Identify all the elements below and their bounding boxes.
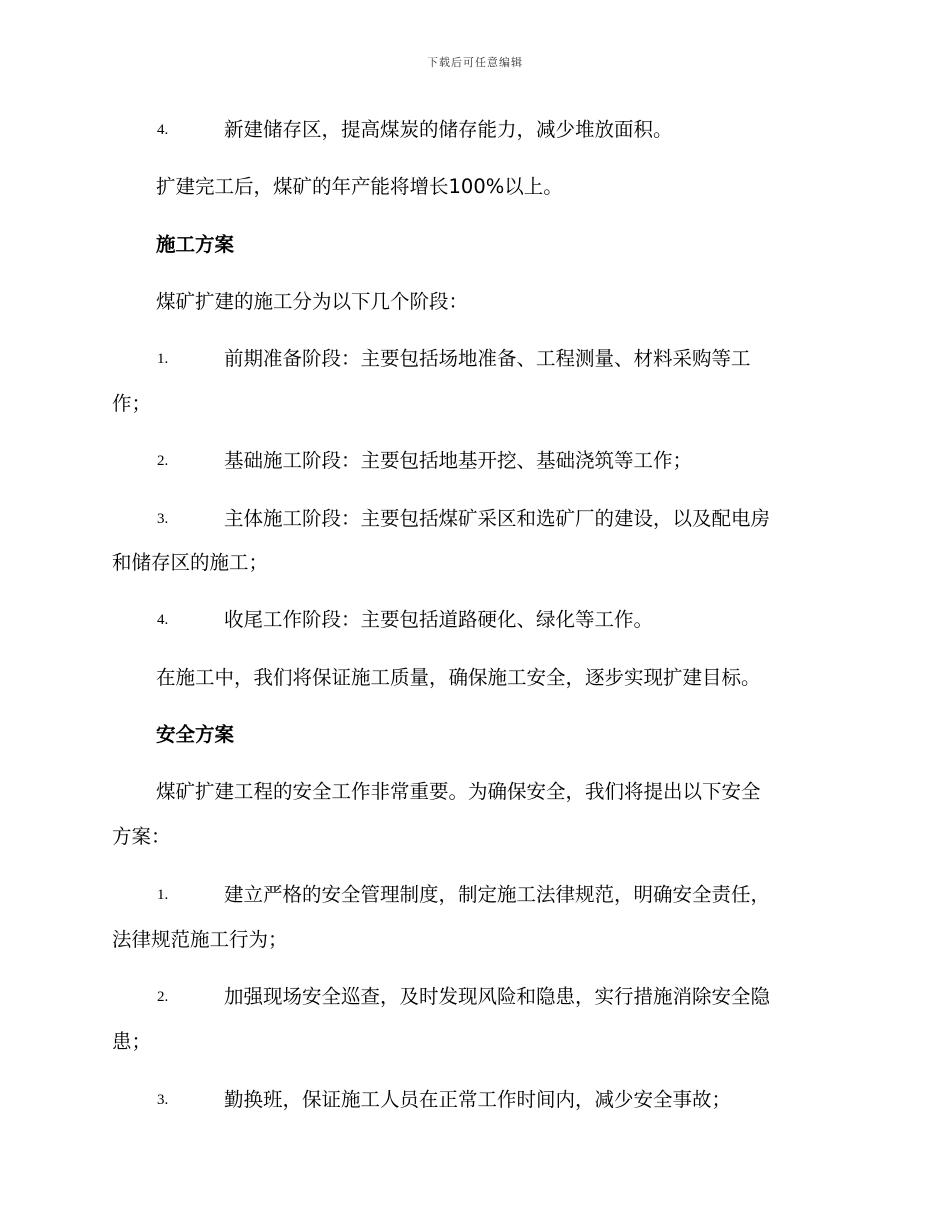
paragraph: 扩建完工后，煤矿的年产能将增长100%以上。 — [156, 175, 563, 198]
list-item-text-continuation: 作； — [112, 392, 152, 415]
list-number: 1. — [157, 887, 169, 903]
section-heading: 施工方案 — [156, 233, 235, 256]
paragraph-continuation: 方案： — [112, 825, 171, 848]
list-item-text: 勤换班，保证施工人员在正常工作时间内，减少安全事故； — [224, 1088, 732, 1111]
list-item-text: 加强现场安全巡查，及时发现风险和隐患，实行措施消除安全隐 — [224, 985, 771, 1008]
list-number: 1. — [157, 351, 169, 367]
paragraph: 在施工中，我们将保证施工质量，确保施工安全，逐步实现扩建目标。 — [156, 666, 761, 689]
list-item-text: 新建储存区，提高煤炭的储存能力，减少堆放面积。 — [224, 118, 673, 141]
list-item-text-continuation: 和储存区的施工； — [112, 551, 269, 574]
list-item-text: 主体施工阶段：主要包括煤矿采区和选矿厂的建设，以及配电房 — [224, 507, 771, 530]
paragraph: 煤矿扩建工程的安全工作非常重要。为确保安全，我们将提出以下安全 — [156, 780, 761, 803]
page-header: 下载后可任意编辑 — [427, 56, 523, 69]
section-heading: 安全方案 — [156, 723, 235, 746]
list-number: 3. — [157, 511, 169, 527]
list-number: 4. — [157, 612, 169, 628]
list-item-text: 基础施工阶段：主要包括地基开挖、基础浇筑等工作； — [224, 449, 693, 472]
list-number: 2. — [157, 453, 169, 469]
list-item-text: 建立严格的安全管理制度，制定施工法律规范，明确安全责任， — [224, 883, 771, 906]
list-number: 2. — [157, 989, 169, 1005]
list-number: 4. — [157, 122, 169, 138]
list-item-text: 前期准备阶段：主要包括场地准备、工程测量、材料采购等工 — [224, 347, 751, 370]
list-item-text-continuation: 患； — [112, 1030, 152, 1053]
list-number: 3. — [157, 1092, 169, 1108]
paragraph: 煤矿扩建的施工分为以下几个阶段： — [156, 290, 469, 313]
list-item-text: 收尾工作阶段：主要包括道路硬化、绿化等工作。 — [224, 608, 654, 631]
list-item-text-continuation: 法律规范施工行为； — [112, 928, 288, 951]
